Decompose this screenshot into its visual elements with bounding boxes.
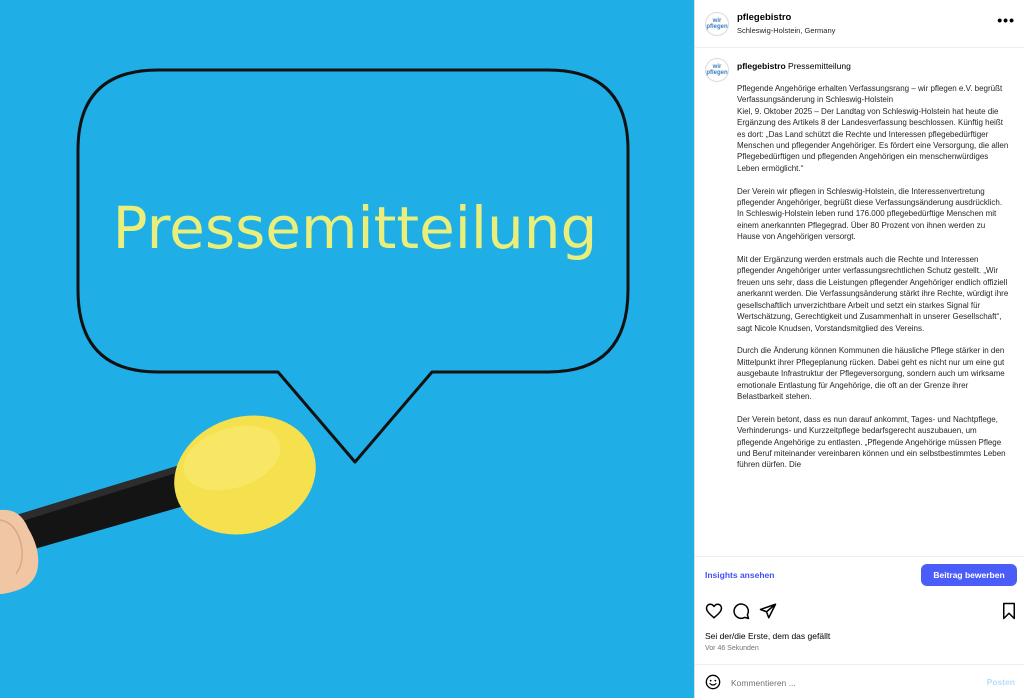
action-icons bbox=[695, 598, 1024, 624]
more-horizontal-icon[interactable]: ••• bbox=[997, 12, 1015, 28]
comment-bar bbox=[695, 664, 1024, 698]
insights-link[interactable]: Insights ansehen bbox=[705, 570, 775, 580]
headline-text: Pressemitteilung bbox=[112, 194, 598, 262]
caption-title: Pressemitteilung bbox=[788, 61, 851, 71]
boost-post-button[interactable]: Beitrag bewerben bbox=[921, 564, 1017, 586]
caption-paragraph: Mit der Ergänzung werden erstmals auch die Rechte und Interessen pflegender Angehöriger unter verfassungsrechtlichen Schutz gestellt. „Wir freuen uns sehr, dass die Leistungen pflegender Angehöriger endlich offiziell anerkannt werden. Die Verfassungsänderung stärkt ihre Rechte, würdigt ihre gesellschaftlich unverzichtbare Arbeit und setzt ein starkes Signal für Wertschätzung, Gerechtigkeit und Zusammenhalt in unserer Gesellschaft“, sagt Nicole Knudsen, Vorstandsmitglied des Vereins. bbox=[737, 255, 1009, 333]
caption-paragraph: Der Verein wir pflegen in Schleswig-Holstein, die Interessenvertretung pflegender Angehöriger, begrüßt diese Verfassungsänderung ausdrücklich. In Schleswig-Holstein leben rund 176.000 pflegebedürftige Menschen mit einem anerkannten Pflegegrad. Über 80 Prozent von ihnen werden zu Hause von Angehörigen versorgt. bbox=[737, 186, 1003, 242]
insights-bar bbox=[695, 556, 1024, 594]
heart-icon[interactable] bbox=[705, 602, 723, 620]
bookmark-icon[interactable] bbox=[1001, 602, 1017, 620]
avatar[interactable] bbox=[705, 12, 729, 36]
post-timestamp[interactable]: Vor 46 Sekunden bbox=[705, 645, 759, 652]
post-side-panel bbox=[694, 0, 1024, 698]
comment-icon[interactable] bbox=[732, 602, 750, 620]
post-comment-button[interactable]: Posten bbox=[986, 677, 1015, 687]
avatar-logo: wir pflegen bbox=[706, 18, 728, 30]
caption-username[interactable]: pflegebistro bbox=[737, 61, 786, 71]
location[interactable]: Schleswig-Holstein, Germany bbox=[737, 26, 836, 35]
speech-bubble bbox=[78, 70, 628, 462]
avatar-logo: wir pflegen bbox=[706, 64, 728, 76]
username[interactable]: pflegebistro bbox=[737, 12, 792, 23]
caption-area bbox=[695, 50, 1024, 555]
comment-input[interactable] bbox=[729, 674, 973, 692]
share-icon[interactable] bbox=[759, 602, 777, 620]
caption-paragraph: Durch die Änderung können Kommunen die häusliche Pflege stärker in den Mittelpunkt ihrer Pflegeplanung rücken. Dabei geht es nicht nur um eine gut ausgebaute Infrastruktur der Pflegeversorgung, sondern auch um wirksame emotionale Entlastung für Angehörige, die oft an der Grenze ihrer Belastbarkeit stehen. bbox=[737, 346, 1005, 401]
caption-header bbox=[737, 61, 851, 71]
caption-paragraph: Der Verein betont, dass es nun darauf ankommt, Tages- und Nachtpflege, Verhinderungs- und Kurzzeitpflege bedarfsgerecht auszubauen, um pflegende Angehörige zu entlasten. „Pflegende Angehörige müssen Pflege und Beruf miteinander vereinbaren können und ein selbstbestimmtes Leben führen dürfen. Die bbox=[737, 414, 1006, 470]
caption-paragraph: Pflegende Angehörige erhalten Verfassungsrang – wir pflegen e.V. begrüßt Verfassungsänderung in Schleswig-Holstein Kiel, 9. Oktober 2025 – Der Landtag von Schleswig-Holstein hat heute die Ergänzung des Artikels 8 der Landesverfassung beschlossen. Künftig heißt es dort: „Das Land schützt die Rechte und Interessen pflegebedürftiger Menschen und pflegender Angehöriger. Es fördert eine Versorgung, die allen Pflegebedürftigen und pflegenden Angehörigen ein menschenwürdiges Leben ermöglicht.“ bbox=[737, 84, 1009, 173]
caption-avatar[interactable] bbox=[705, 58, 729, 82]
caption-text bbox=[737, 83, 1009, 482]
likes-text[interactable]: Sei der/die Erste, dem das gefällt bbox=[705, 631, 831, 641]
post-header bbox=[695, 0, 1024, 48]
emoji-icon[interactable] bbox=[705, 674, 721, 690]
